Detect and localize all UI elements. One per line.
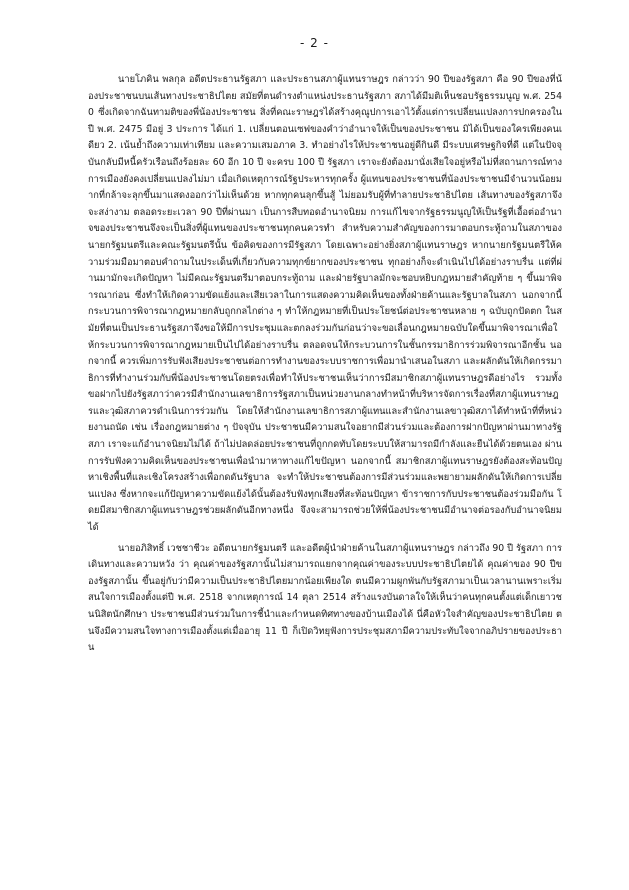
body-text [88, 72, 562, 657]
paragraph-phokin-statement: นายโภคิน พลกุล อดีตประธานรัฐสภา และประธานสภาผู้แทนราษฎร กล่าวว่า 90 ปีของรัฐสภา คือ 90 ปีของที่น้องประชาชนบนเส้นทางประชาธิปไตย สมัยที่ตนดำรงตำแหน่งประธานรัฐสภา สภาได้มีมติเห็นชอบรัฐธรรมนูญ พ.ศ. 2540 ซึ่งเกิดจากฉันทามติของพี่น้องประชาชน สิ่งที่คณะราษฎรได้สร้างคุณูปการเอาไว้ตั้งแต่การเปลี่ยนแปลงการปกครองในปี พ.ศ. 2475 มีอยู่ 3 ประการ ได้แก่ 1. เปลี่ยนตอนเซฟของคำว่าอำนาจให้เป็นของประชาชน มิได้เป็นของใครเพียงคนเดียว 2. เน้นย้ำถึงความเท่าเทียม และความเสมอภาค 3. ทำอย่างไรให้ประชาชนอยู่ดีกินดี มีระบบเศรษฐกิจที่ดี แต่ในปัจจุบันกลับมีหนี้ครัวเรือนถึงร้อยละ 60 อีก 10 ปี จะครบ 100 ปี รัฐสภา เราจะยังต้องมานั่งเสียใจอยู่หรือไม่ที่สถานการณ์ทางการเมืองยังคงเปลี่ยนแปลงไม่มา เมื่อเกิดเหตุการณ์รัฐประหารทุกครั้ง ผู้แทนของประชาชนที่น้องประชาชนมีจำนวนน้อยมากที่กล้าจะลุกขึ้นมาแสดงออกว่าไม่เห็นด้วย หากทุกคนลุกขึ้นสู้ ไม่ยอมรับผู้ที่ทำลายประชาธิปไตย เส้นทางของรัฐสภาจึงจะสง่างาม ตลอดระยะเวลา 90 ปีที่ผ่านมา เป็นการสืบทอดอำนาจนิยม การแก้ไขจากรัฐธรรมนูญให้เป็นรัฐที่เอื้อต่ออำนาจของประชาชนจึงจะเป็นสิ่งที่ผู้แทนของประชาชนทุกคนควรทำ สำหรับความสำคัญของการมาตอบกระทู้ถามในสภาของนายกรัฐมนตรีและคณะรัฐมนตรีนั้น ข้อคิดของการมีรัฐสภา โดยเฉพาะอย่างยิ่งสภาผู้แทนราษฎร หากนายกรัฐมนตรีให้ความร่วมมือมาตอบคำถามในประเด็นที่เกี่ยวกับความทุกข์ยากของประชาชน ทุกอย่างก็จะดำเนินไปได้อย่างราบรื่น แต่ที่ผ่านมามักจะเกิดปัญหา ไม่มีคณะรัฐมนตรีมาตอบกระทู้ถาม และฝ่ายรัฐบาลมักจะชอบหยิบกฎหมายสำคัญท้าย ๆ ขึ้นมาพิจารณาก่อน ซึ่งทำให้เกิดความขัดแย้งและเสียเวลาในการแสดงความคิดเห็นของทั้งฝ่ายค้านและรัฐบาลในสภา นอกจากนี้ กระบวนการพิจารณากฎหมายกลับถูกกลไกต่าง ๆ ทำให้กฎหมายที่เป็นประโยชน์ต่อประชาชนหลาย ๆ ฉบับถูกปัดตก ในสมัยที่ตนเป็นประธานรัฐสภาจึงขอให้มีการประชุมและตกลงร่วมกันก่อนว่าจะขอเลื่อนกฎหมายฉบับใดขึ้นมาพิจารณาเพื่อให้กระบวนการพิจารณากฎหมายเป็นไปได้อย่างราบรื่น ตลอดจนให้กระบวนการในชั้นกรรมาธิการร่วมพิจารณาอีกชั้น นอกจากนี้ ควรเพิ่มการรับฟังเสียงประชาชนต่อการทำงานของระบบราชการเพื่อมานำเสนอในสภา และผลักดันให้เกิดกรรมาธิการที่ทำงานร่วมกับพี่น้องประชาชนโดยตรงเพื่อทำให้ประชาชนเห็นว่าการมีสมาชิกสภาผู้แทนราษฎรดีอย่างไร รวมทั้ง ขอฝากไปยังรัฐสภาว่าควรมีสำนักงานเลขาธิการรัฐสภาเป็นหน่วยงานกลางทำหน้าที่บริหารจัดการเรื่องที่สภาผู้แทนราษฎรและวุฒิสภาควรดำเนินการร่วมกัน โดยให้สำนักงานเลขาธิการสภาผู้แทนและสำนักงานเลขาวุฒิสภาได้ทำหน้าที่ที่หน่วยงานถนัด เช่น เรื่องกฎหมายต่าง ๆ ปัจจุบัน ประชาชนมีความสนใจอยากมีส่วนร่วมและต้องการฝากปัญหาผ่านมาทางรัฐสภา เราจะแก้อำนาจนิยมไม่ได้ ถ้าไม่ปลดล่อยประชาชนที่ถูกกดทับโดยระบบให้สามารถมีกำลังและยืนได้ด้วยตนเอง ผ่านการรับฟังความคิดเห็นของประชาชนเพื่อนำมาหาทางแก้ไขปัญหา นอกจากนี้ สมาชิกสภาผู้แทนราษฎรยังต้องสะท้อนปัญหาเชิงพื้นที่และเชิงโครงสร้างเพื่อกดดันรัฐบาล จะทำให้ประชาชนต้องการมีส่วนร่วมและพยายามผลักดันให้เกิดการเปลี่ยนแปลง ซึ่งหากจะแก้ปัญหาความขัดแย้งได้นั้นต้องรับฟังทุกเสียงที่สะท้อนปัญหา ข้าราชการกับประชาชนต้องร่วมมือกัน โดยมีสมาชิกสภาผู้แทนราษฎรช่วยผลักดันอีกทางหนึ่ง จึงจะสามารถช่วยให้พี่น้องประชาชนมีอำนาจต่อรองกับอำนาจนิยมได้ [88, 74, 562, 534]
paragraph-abhisit-statement: นายอภิสิทธิ์ เวชชาชีวะ อดีตนายกรัฐมนตรี และอดีตผู้นำฝ่ายค้านในสภาผู้แทนราษฎร กล่าวถึง 90 ปี รัฐสภา การเดินทางและความหวัง ว่า คุณค่าของรัฐสภานั้นไม่สามารถแยกจากคุณค่าของระบบประชาธิปไตยได้ คุณค่าของ 90 ปีของรัฐสภานั้น ขึ้นอยู่กับว่ามีความเป็นประชาธิปไตยมากน้อยเพียงใด ตนมีความผูกพันกับรัฐสภามาเป็นเวลานานเพราะเริ่มสนใจการเมืองตั้งแต่ปี พ.ศ. 2518 จากเหตุการณ์ 14 ตุลา 2514 สร้างแรงบันดาลใจให้เห็นว่าคนทุกคนตั้งแต่เด็กเยาวชนนิสิตนักศึกษา ประชาชนมีส่วนร่วมในการชี้นำและกำหนดทิศทางของบ้านเมืองได้ นี่คือหัวใจสำคัญของประชาธิปไตย ตนจึงมีความสนใจทางการเมืองตั้งแต่เมื่ออายุ 11 ปี ก็เปิดวิทยุฟังการประชุมสภามีความประทับใจจากอภิปรายของประธาน [88, 542, 562, 654]
page-number: - 2 - [300, 36, 329, 50]
